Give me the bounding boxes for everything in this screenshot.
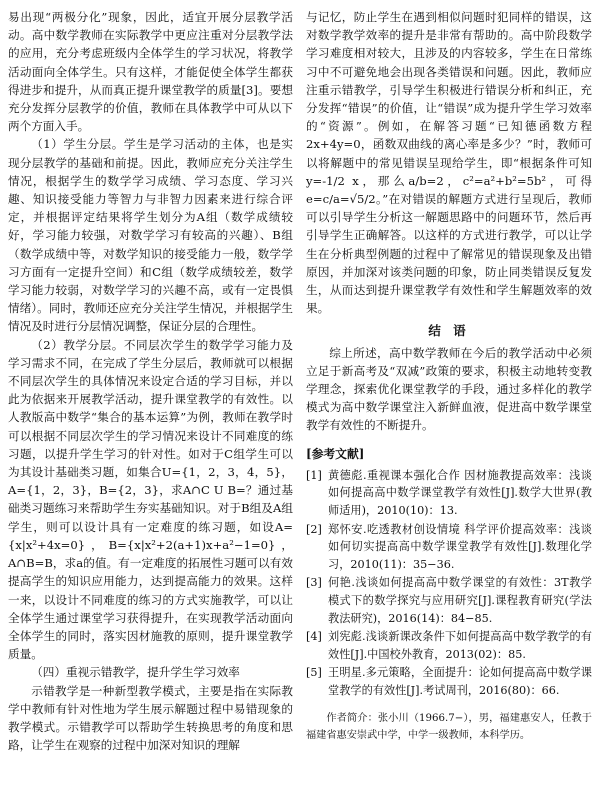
paragraph: 与记忆，防止学生在遇到相似问题时犯同样的错误，这对数学教学效率的提升是非常有帮助的。高中阶段数学学习难度相对较大，且涉及的内容较多，学生在日常练习中不可避免地会出现各类错误和问题。因此，教师应注重示错教学，引导学生积极进行错误分析和纠正，充分发挥“错误”的价值，让“错误”成为提升学生学习效率的“资源”。例如，在解答习题“已知德函数方程2x+4y=0，函数双曲线的离心率是多少？”时，教师可以将解题中的常见错误呈现给学生，即“根据条件可知y=-1/2 x，那么a/b=2，c²=a²+b²=5b²，可得e=c/a=√5/2。”在对错误的解题方式进行呈现后，教师可以引导学生分析这一解题思路中的问题环节，然后再引导学生正确解答。以这样的方式进行教学，可以让学生在分析典型例题的过程中了解常见的错误现象及出错原因，并加深对该类问题的印象，防止同类错误反复发生，从而达到提升课堂教学有效性和学生解题效率的效果。 [306,10,592,316]
reference-item [306,467,592,520]
paragraph: 综上所述，高中数学教师在今后的教学活动中必须立足于新高考及“双减”政策的要求，积极主动地转变教学理念，探索优化课堂教学的手段，通过多样化的教学模式为高中数学课堂注入新鲜血液，促进高中数学课堂教学有效性的不断提升。 [306,345,592,433]
references-title: [参考文献] [306,446,365,461]
paragraph: （2）教学分层。不同层次学生的数学学习能力及学习需求不同，在完成了学生分层后，教师就可以根据不同层次学生的具体情况来设定合适的学习目标，并以此为依据来开展教学活动，提升课堂教学的有效性。以人教版高中数学“集合的基本运算”为例，教师在教学时可以根据不同层次学生的学习情况来设计不同难度的练习题，以提升学生学习的针对性。如对于C组学生可以为其设计基础类习题，如集合U={1，2，3，4，5}，A={1，2，3}，B={2，3}，求A∩C U B=？通过基础类习题练习来帮助学生夯实基础知识。对于B组及A组学生，则可以设计具有一定难度的练习题，如设A={x|x²+4x=0}，B={x|x²+2(a+1)x+a²−1=0}，A∩B=B，求a的值。有一定难度的拓展性习题可以有效提高学生的知识应用能力，达到提高能力的效果。这样一来，以设计不同难度的练习的方式实施教学，可以让全体学生通过课堂学习获得提升，在实现教学活动面向全体学生的同时，落实因材施教的原则，提升课堂教学质量。 [8,337,293,662]
references-list [306,467,592,700]
reference-number: [4] [306,630,322,644]
reference-item [306,521,592,574]
reference-text: 黄德彪.重视课本强化合作 因材施教提高效率：浅谈如何提高高中数学课堂教学有效性[J].数学大世界(教师适用)，2010(10)：13. [328,468,592,518]
reference-number: [1] [306,468,322,482]
right-column [306,8,592,744]
author-bio: 作者简介：张小川（1966.7−），男，福建惠安人，任教于福建省惠安崇武中学，中学一级教师，本科学历。 [306,712,592,741]
reference-item [306,628,592,663]
reference-text: 刘宪彪.浅谈新课改条件下如何提高高中数学教学的有效性[J].中国校外教育，2013(02)：85. [328,630,592,661]
paragraph: （1）学生分层。学生是学习活动的主体，也是实现分层教学的基础和前提。因此，教师应充分关注学生情况，根据学生的数学学习成绩、学习态度、学习兴趣、知识接受能力等智力与非智力因素来进行综合评定，并根据评定结果将学生划分为A组（数学成绩较好，学习能力较强，对数学学习有较高的兴趣）、B组（数学成绩中等，对数学知识的接受能力一般，数学学习方面有一定提升空间）和C组（数学成绩较差，数学学习能力较弱，对数学学习的兴趣不高，或有一定畏惧情绪）。同时，教师还应充分关注学生情况，并根据学生情况及时进行分层情况调整，保证分层的合理性。 [8,137,293,334]
paragraph: 易出现“两极分化”现象，因此，适宜开展分层教学活动。高中数学教师在实际教学中更应注重对分层教学法的应用，充分考虑班级内全体学生的学习状况，将教学活动面向全体学生。只有这样，才能促使全体学生都获得进步和提升，从而真正提升课堂教学的质量[3]。要想充分发挥分层教学的价值，教师在具体教学中可从以下两个方面入手。 [8,10,293,134]
subheading: （四）重视示错教学，提升学生学习效率 [31,665,240,680]
reference-number: [3] [306,576,322,590]
reference-text: 王明星.多元策略，全面提升：论如何提高高中数学课堂教学的有效性[J].考试周刊，2016(80)：66. [328,666,592,697]
left-column [8,8,293,754]
reference-item [306,664,592,699]
section-heading-conclusion: 结 语 [428,323,470,339]
reference-number: [2] [306,522,322,536]
paragraph: 示错教学是一种新型教学模式，主要是指在实际教学中教师有针对性地为学生展示解题过程中易错现象的教学模式。示错教学可以帮助学生转换思考的角度和思路，让学生在观察的过程中加深对知识的理解 [8,683,293,753]
reference-item [306,574,592,627]
reference-text: 郑怀安.吃透教材创设情境 科学评价提高效率：浅谈如何切实提高高中数学课堂教学有效性[J].数理化学习，2010(11)：35−36. [328,522,592,571]
reference-text: 何艳.浅谈如何提高高中数学课堂的有效性：3T教学模式下的数学探究与应用研究[J].课程教育研究(学法教法研究)，2016(14)：84−85. [328,576,592,625]
reference-number: [5] [306,666,322,680]
